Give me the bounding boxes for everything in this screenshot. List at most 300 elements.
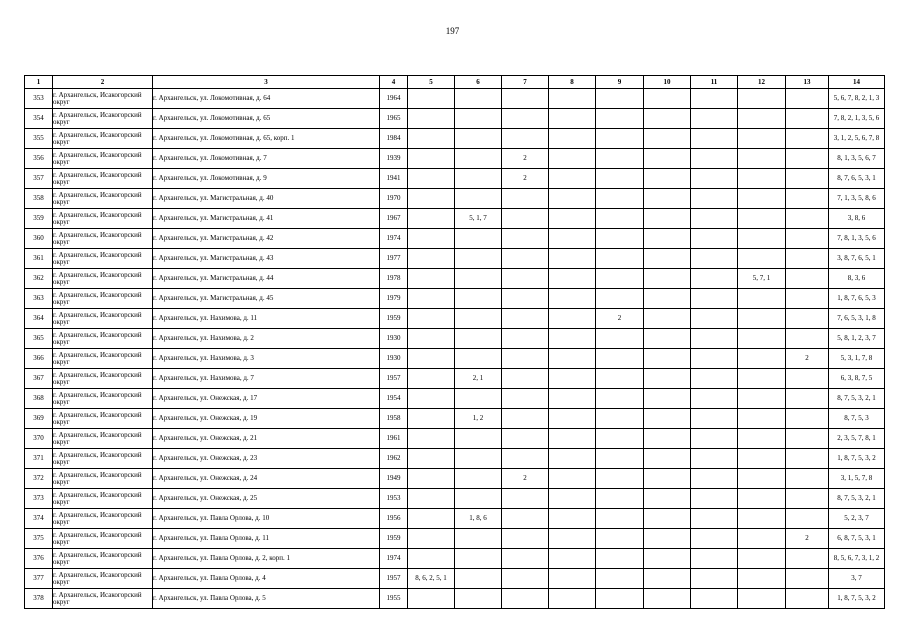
column-12-cell: [738, 249, 786, 269]
district-cell: г. Архангельск, Исакогорский округ: [53, 149, 153, 169]
column-13-cell: [786, 189, 829, 209]
address-cell: г. Архангельск, ул. Локомотивная, д. 64: [153, 89, 380, 109]
column-header-14: 14: [829, 76, 885, 89]
column-13-cell: [786, 549, 829, 569]
column-5-cell: [408, 429, 455, 449]
address-cell: г. Архангельск, ул. Нахимова, д. 2: [153, 329, 380, 349]
year-cell: 1959: [380, 529, 408, 549]
column-13-cell: [786, 509, 829, 529]
column-11-cell: [691, 509, 738, 529]
row-number-cell: 355: [25, 129, 53, 149]
district-cell: г. Архангельск, Исакогорский округ: [53, 489, 153, 509]
table-row: [25, 229, 885, 249]
table-row: [25, 549, 885, 569]
column-11-cell: [691, 449, 738, 469]
column-11-cell: [691, 549, 738, 569]
column-7-cell: [502, 369, 549, 389]
column-8-cell: [549, 89, 596, 109]
column-5-cell: [408, 269, 455, 289]
column-6-cell: [455, 249, 502, 269]
column-8-cell: [549, 129, 596, 149]
district-cell: г. Архангельск, Исакогорский округ: [53, 509, 153, 529]
column-8-cell: [549, 509, 596, 529]
column-14-cell: 5, 2, 3, 7: [829, 509, 885, 529]
column-6-cell: [455, 449, 502, 469]
row-number-cell: 363: [25, 289, 53, 309]
column-10-cell: [644, 209, 691, 229]
column-6-cell: [455, 189, 502, 209]
column-5-cell: [408, 489, 455, 509]
table-row: [25, 389, 885, 409]
year-cell: 1984: [380, 129, 408, 149]
column-11-cell: [691, 229, 738, 249]
column-13-cell: [786, 569, 829, 589]
table-row: [25, 489, 885, 509]
row-number-cell: 362: [25, 269, 53, 289]
column-9-cell: [596, 169, 644, 189]
column-5-cell: [408, 329, 455, 349]
address-cell: г. Архангельск, ул. Онежская, д. 23: [153, 449, 380, 469]
column-header-7: 7: [502, 76, 549, 89]
column-13-cell: [786, 269, 829, 289]
column-5-cell: [408, 529, 455, 549]
column-13-cell: [786, 429, 829, 449]
column-10-cell: [644, 129, 691, 149]
column-9-cell: [596, 449, 644, 469]
column-6-cell: [455, 429, 502, 449]
column-header-10: 10: [644, 76, 691, 89]
column-12-cell: [738, 169, 786, 189]
column-5-cell: [408, 209, 455, 229]
column-header-9: 9: [596, 76, 644, 89]
column-14-cell: 8, 5, 6, 7, 3, 1, 2: [829, 549, 885, 569]
column-10-cell: [644, 469, 691, 489]
column-11-cell: [691, 249, 738, 269]
column-13-cell: [786, 149, 829, 169]
column-9-cell: [596, 109, 644, 129]
column-9-cell: [596, 389, 644, 409]
table-row: [25, 509, 885, 529]
column-14-cell: 8, 7, 5, 3, 2, 1: [829, 489, 885, 509]
column-10-cell: [644, 389, 691, 409]
column-13-cell: [786, 369, 829, 389]
row-number-cell: 361: [25, 249, 53, 269]
column-13-cell: 2: [786, 349, 829, 369]
column-13-cell: [786, 589, 829, 609]
year-cell: 1958: [380, 409, 408, 429]
column-header-8: 8: [549, 76, 596, 89]
column-7-cell: [502, 569, 549, 589]
address-cell: г. Архангельск, ул. Онежская, д. 17: [153, 389, 380, 409]
column-10-cell: [644, 309, 691, 329]
column-14-cell: 7, 1, 3, 5, 8, 6: [829, 189, 885, 209]
row-number-cell: 373: [25, 489, 53, 509]
district-cell: г. Архангельск, Исакогорский округ: [53, 449, 153, 469]
column-6-cell: [455, 229, 502, 249]
year-cell: 1955: [380, 589, 408, 609]
column-12-cell: [738, 229, 786, 249]
row-number-cell: 354: [25, 109, 53, 129]
row-number-cell: 367: [25, 369, 53, 389]
row-number-cell: 359: [25, 209, 53, 229]
district-cell: г. Архангельск, Исакогорский округ: [53, 469, 153, 489]
column-header-11: 11: [691, 76, 738, 89]
column-12-cell: [738, 189, 786, 209]
district-cell: г. Архангельск, Исакогорский округ: [53, 189, 153, 209]
column-10-cell: [644, 369, 691, 389]
column-6-cell: [455, 329, 502, 349]
address-cell: г. Архангельск, ул. Нахимова, д. 3: [153, 349, 380, 369]
column-7-cell: [502, 269, 549, 289]
column-8-cell: [549, 389, 596, 409]
column-5-cell: [408, 129, 455, 149]
address-cell: г. Архангельск, ул. Онежская, д. 19: [153, 409, 380, 429]
column-13-cell: [786, 309, 829, 329]
column-8-cell: [549, 549, 596, 569]
column-14-cell: 2, 3, 5, 7, 8, 1: [829, 429, 885, 449]
address-cell: г. Архангельск, ул. Павла Орлова, д. 11: [153, 529, 380, 549]
column-6-cell: 1, 8, 6: [455, 509, 502, 529]
column-6-cell: [455, 389, 502, 409]
district-cell: г. Архангельск, Исакогорский округ: [53, 249, 153, 269]
year-cell: 1970: [380, 189, 408, 209]
column-header-3: 3: [153, 76, 380, 89]
column-9-cell: [596, 249, 644, 269]
table-row: [25, 529, 885, 549]
column-10-cell: [644, 589, 691, 609]
column-9-cell: [596, 269, 644, 289]
district-cell: г. Архангельск, Исакогорский округ: [53, 369, 153, 389]
address-cell: г. Архангельск, ул. Магистральная, д. 44: [153, 269, 380, 289]
column-7-cell: [502, 429, 549, 449]
column-6-cell: [455, 149, 502, 169]
district-cell: г. Архангельск, Исакогорский округ: [53, 309, 153, 329]
address-cell: г. Архангельск, ул. Павла Орлова, д. 2, корп. 1: [153, 549, 380, 569]
table-row: [25, 349, 885, 369]
column-6-cell: [455, 529, 502, 549]
column-6-cell: [455, 589, 502, 609]
table-row: [25, 169, 885, 189]
page-number: 197: [445, 26, 460, 36]
column-7-cell: [502, 409, 549, 429]
column-7-cell: [502, 509, 549, 529]
year-cell: 1962: [380, 449, 408, 469]
column-12-cell: [738, 349, 786, 369]
column-5-cell: [408, 249, 455, 269]
column-10-cell: [644, 189, 691, 209]
column-header-2: 2: [53, 76, 153, 89]
column-6-cell: [455, 109, 502, 129]
column-14-cell: 7, 6, 5, 3, 1, 8: [829, 309, 885, 329]
address-cell: г. Архангельск, ул. Локомотивная, д. 65: [153, 109, 380, 129]
district-cell: г. Архангельск, Исакогорский округ: [53, 329, 153, 349]
row-number-cell: 356: [25, 149, 53, 169]
column-10-cell: [644, 269, 691, 289]
district-cell: г. Архангельск, Исакогорский округ: [53, 209, 153, 229]
column-9-cell: [596, 569, 644, 589]
column-14-cell: 1, 8, 7, 5, 3, 2: [829, 449, 885, 469]
column-9-cell: [596, 229, 644, 249]
column-7-cell: [502, 589, 549, 609]
column-5-cell: [408, 289, 455, 309]
table-row: [25, 449, 885, 469]
column-6-cell: [455, 289, 502, 309]
column-14-cell: 8, 7, 6, 5, 3, 1: [829, 169, 885, 189]
row-number-cell: 372: [25, 469, 53, 489]
column-8-cell: [549, 409, 596, 429]
address-cell: г. Архангельск, ул. Нахимова, д. 11: [153, 309, 380, 329]
year-cell: 1957: [380, 569, 408, 589]
column-11-cell: [691, 589, 738, 609]
column-10-cell: [644, 549, 691, 569]
table-row: [25, 189, 885, 209]
column-11-cell: [691, 529, 738, 549]
district-cell: г. Архангельск, Исакогорский округ: [53, 589, 153, 609]
column-6-cell: [455, 269, 502, 289]
table-row: [25, 249, 885, 269]
table-row: [25, 269, 885, 289]
address-cell: г. Архангельск, ул. Павла Орлова, д. 10: [153, 509, 380, 529]
table-row: [25, 209, 885, 229]
column-5-cell: [408, 409, 455, 429]
column-14-cell: 5, 8, 1, 2, 3, 7: [829, 329, 885, 349]
year-cell: 1974: [380, 229, 408, 249]
column-10-cell: [644, 289, 691, 309]
column-8-cell: [549, 229, 596, 249]
column-5-cell: [408, 229, 455, 249]
address-cell: г. Архангельск, ул. Онежская, д. 21: [153, 429, 380, 449]
row-number-cell: 375: [25, 529, 53, 549]
column-13-cell: [786, 109, 829, 129]
address-cell: г. Архангельск, ул. Локомотивная, д. 7: [153, 149, 380, 169]
column-7-cell: [502, 129, 549, 149]
column-8-cell: [549, 309, 596, 329]
column-12-cell: [738, 589, 786, 609]
column-13-cell: [786, 289, 829, 309]
address-cell: г. Архангельск, ул. Онежская, д. 25: [153, 489, 380, 509]
column-12-cell: [738, 209, 786, 229]
column-8-cell: [549, 469, 596, 489]
column-10-cell: [644, 249, 691, 269]
column-13-cell: [786, 229, 829, 249]
column-5-cell: [408, 369, 455, 389]
column-6-cell: 2, 1: [455, 369, 502, 389]
column-12-cell: [738, 449, 786, 469]
column-6-cell: [455, 89, 502, 109]
column-14-cell: 6, 8, 7, 5, 3, 1: [829, 529, 885, 549]
district-cell: г. Архангельск, Исакогорский округ: [53, 549, 153, 569]
address-cell: г. Архангельск, ул. Магистральная, д. 42: [153, 229, 380, 249]
column-header-4: 4: [380, 76, 408, 89]
column-5-cell: [408, 189, 455, 209]
column-8-cell: [549, 569, 596, 589]
column-11-cell: [691, 269, 738, 289]
address-cell: г. Архангельск, ул. Онежская, д. 24: [153, 469, 380, 489]
column-5-cell: [408, 349, 455, 369]
column-14-cell: 3, 1, 5, 7, 8: [829, 469, 885, 489]
column-9-cell: [596, 489, 644, 509]
column-12-cell: [738, 549, 786, 569]
column-11-cell: [691, 469, 738, 489]
column-9-cell: [596, 429, 644, 449]
row-number-cell: 377: [25, 569, 53, 589]
column-9-cell: [596, 329, 644, 349]
column-8-cell: [549, 169, 596, 189]
table-row: [25, 289, 885, 309]
column-11-cell: [691, 109, 738, 129]
year-cell: 1939: [380, 149, 408, 169]
column-7-cell: [502, 489, 549, 509]
district-cell: г. Архангельск, Исакогорский округ: [53, 229, 153, 249]
column-14-cell: 3, 8, 6: [829, 209, 885, 229]
table-row: [25, 569, 885, 589]
column-14-cell: 3, 1, 2, 5, 6, 7, 8: [829, 129, 885, 149]
column-12-cell: [738, 149, 786, 169]
column-13-cell: [786, 389, 829, 409]
column-9-cell: [596, 589, 644, 609]
row-number-cell: 370: [25, 429, 53, 449]
column-13-cell: [786, 169, 829, 189]
column-13-cell: [786, 249, 829, 269]
column-10-cell: [644, 149, 691, 169]
table-row: [25, 469, 885, 489]
column-6-cell: [455, 549, 502, 569]
column-13-cell: [786, 209, 829, 229]
column-5-cell: [408, 469, 455, 489]
year-cell: 1978: [380, 269, 408, 289]
column-9-cell: [596, 469, 644, 489]
column-7-cell: [502, 89, 549, 109]
column-10-cell: [644, 449, 691, 469]
year-cell: 1959: [380, 309, 408, 329]
year-cell: 1964: [380, 89, 408, 109]
district-cell: г. Архангельск, Исакогорский округ: [53, 409, 153, 429]
column-13-cell: [786, 469, 829, 489]
column-7-cell: [502, 389, 549, 409]
column-6-cell: [455, 469, 502, 489]
column-6-cell: [455, 489, 502, 509]
table-row: [25, 309, 885, 329]
column-14-cell: 8, 7, 5, 3, 2, 1: [829, 389, 885, 409]
column-13-cell: [786, 329, 829, 349]
column-8-cell: [549, 269, 596, 289]
column-11-cell: [691, 209, 738, 229]
year-cell: 1949: [380, 469, 408, 489]
column-10-cell: [644, 169, 691, 189]
year-cell: 1979: [380, 289, 408, 309]
column-9-cell: 2: [596, 309, 644, 329]
column-14-cell: 6, 3, 8, 7, 5: [829, 369, 885, 389]
column-11-cell: [691, 409, 738, 429]
column-8-cell: [549, 249, 596, 269]
district-cell: г. Архангельск, Исакогорский округ: [53, 169, 153, 189]
district-cell: г. Архангельск, Исакогорский округ: [53, 129, 153, 149]
column-12-cell: [738, 409, 786, 429]
register-table: [24, 75, 885, 609]
column-header-5: 5: [408, 76, 455, 89]
table-row: [25, 589, 885, 609]
district-cell: г. Архангельск, Исакогорский округ: [53, 109, 153, 129]
column-11-cell: [691, 89, 738, 109]
column-7-cell: [502, 229, 549, 249]
table-row: [25, 429, 885, 449]
column-11-cell: [691, 489, 738, 509]
column-12-cell: [738, 89, 786, 109]
column-header-13: 13: [786, 76, 829, 89]
column-9-cell: [596, 189, 644, 209]
column-7-cell: [502, 209, 549, 229]
column-12-cell: [738, 509, 786, 529]
column-7-cell: [502, 549, 549, 569]
column-7-cell: [502, 329, 549, 349]
year-cell: 1977: [380, 249, 408, 269]
row-number-cell: 366: [25, 349, 53, 369]
column-9-cell: [596, 89, 644, 109]
column-12-cell: [738, 569, 786, 589]
district-cell: г. Архангельск, Исакогорский округ: [53, 389, 153, 409]
column-12-cell: [738, 309, 786, 329]
address-cell: г. Архангельск, ул. Павла Орлова, д. 5: [153, 589, 380, 609]
column-7-cell: [502, 109, 549, 129]
column-11-cell: [691, 169, 738, 189]
column-6-cell: 5, 1, 7: [455, 209, 502, 229]
row-number-cell: 371: [25, 449, 53, 469]
column-13-cell: [786, 489, 829, 509]
address-cell: г. Архангельск, ул. Павла Орлова, д. 4: [153, 569, 380, 589]
year-cell: 1956: [380, 509, 408, 529]
year-cell: 1930: [380, 349, 408, 369]
column-14-cell: 1, 8, 7, 5, 3, 2: [829, 589, 885, 609]
column-14-cell: 7, 8, 2, 1, 3, 5, 6: [829, 109, 885, 129]
column-12-cell: [738, 369, 786, 389]
column-5-cell: 8, 6, 2, 5, 1: [408, 569, 455, 589]
column-8-cell: [549, 589, 596, 609]
district-cell: г. Архангельск, Исакогорский округ: [53, 349, 153, 369]
column-10-cell: [644, 509, 691, 529]
column-8-cell: [549, 349, 596, 369]
column-10-cell: [644, 109, 691, 129]
column-5-cell: [408, 109, 455, 129]
address-cell: г. Архангельск, ул. Локомотивная, д. 9: [153, 169, 380, 189]
row-number-cell: 358: [25, 189, 53, 209]
district-cell: г. Архангельск, Исакогорский округ: [53, 89, 153, 109]
column-14-cell: 5, 6, 7, 8, 2, 1, 3: [829, 89, 885, 109]
address-cell: г. Архангельск, ул. Магистральная, д. 40: [153, 189, 380, 209]
year-cell: 1954: [380, 389, 408, 409]
table-row: [25, 409, 885, 429]
column-13-cell: [786, 449, 829, 469]
year-cell: 1953: [380, 489, 408, 509]
column-5-cell: [408, 509, 455, 529]
column-8-cell: [549, 189, 596, 209]
table-row: [25, 369, 885, 389]
column-9-cell: [596, 209, 644, 229]
table-row: [25, 329, 885, 349]
column-9-cell: [596, 349, 644, 369]
column-13-cell: [786, 409, 829, 429]
column-10-cell: [644, 429, 691, 449]
address-cell: г. Архангельск, ул. Магистральная, д. 43: [153, 249, 380, 269]
column-7-cell: 2: [502, 469, 549, 489]
table-row: [25, 109, 885, 129]
row-number-cell: 369: [25, 409, 53, 429]
column-8-cell: [549, 369, 596, 389]
column-8-cell: [549, 529, 596, 549]
column-8-cell: [549, 289, 596, 309]
column-9-cell: [596, 149, 644, 169]
column-9-cell: [596, 369, 644, 389]
district-cell: г. Архангельск, Исакогорский округ: [53, 289, 153, 309]
